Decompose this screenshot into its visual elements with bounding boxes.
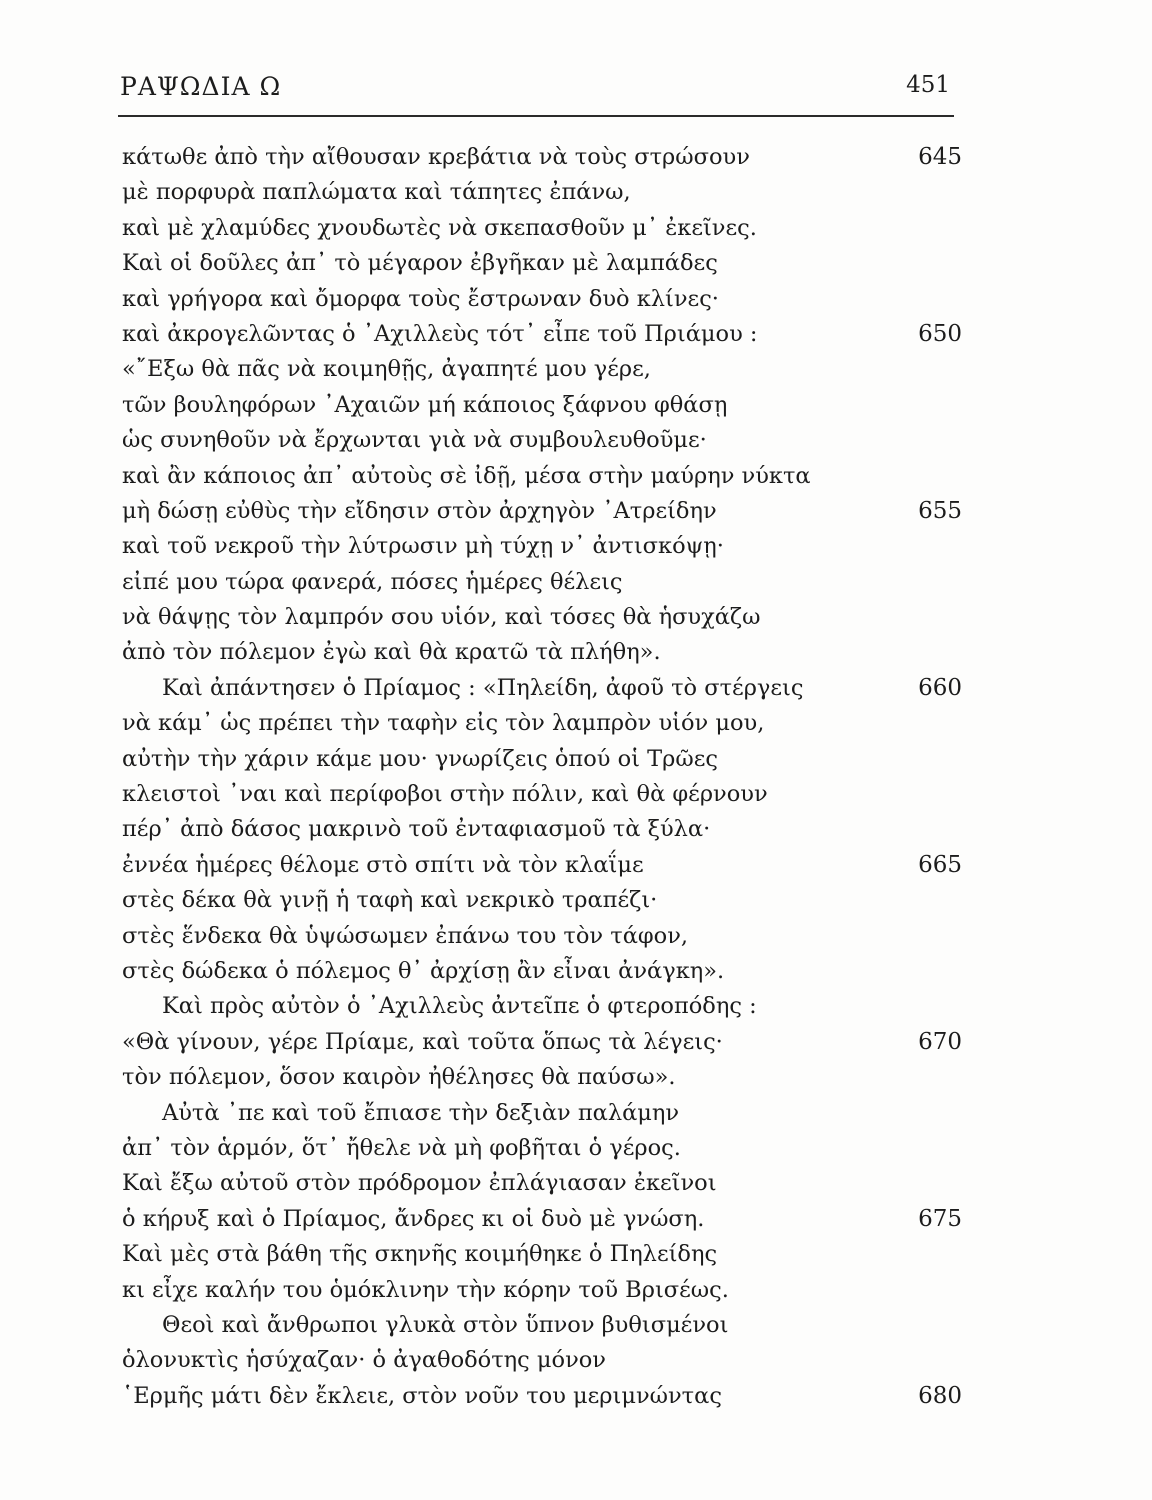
verse-line: [122, 1202, 962, 1237]
line-number: 675: [918, 1205, 962, 1232]
verse-line-text: στὲς ἕνδεκα θὰ ὑψώσωμεν ἐπάνω του τὸν τάφον,: [122, 922, 689, 949]
verse-line-text: καὶ γρήγορα καὶ ὄμορφα τοὺς ἔστρωναν δυὸ κλίνες·: [122, 285, 719, 312]
verse-line: [122, 494, 962, 529]
line-number: 660: [918, 674, 962, 701]
line-number: 655: [918, 497, 962, 524]
verse-line-text: «῎Εξω θὰ πᾶς νὰ κοιμηθῇς, ἀγαπητέ μου γέρε,: [122, 356, 651, 383]
verse-line: [122, 1308, 962, 1343]
line-number: 645: [918, 144, 962, 170]
verse-line: [122, 388, 962, 423]
verse-line: [122, 600, 962, 635]
verse-line-text: κάτωθε ἀπὸ τὴν αἴθουσαν κρεβάτια νὰ τοὺς στρώσουν: [122, 144, 750, 170]
verse-line-text: ἐννέα ἡμέρες θέλομε στὸ σπίτι νὰ τὸν κλαΐμε: [122, 851, 644, 878]
verse-line: [122, 1273, 962, 1308]
verse-line: [122, 1166, 962, 1201]
verse-line-text: τῶν βουληφόρων ᾽Αχαιῶν μή κάποιος ξάφνου φθάσῃ: [122, 391, 728, 418]
verse-line-text: Αὐτὰ ᾽πε καὶ τοῦ ἔπιασε τὴν δεξιὰν παλάμην: [162, 1099, 680, 1126]
verse-line-text: Καὶ οἱ δοῦλες ἀπ᾽ τὸ μέγαρον ἐβγῆκαν μὲ λαμπάδες: [122, 250, 718, 277]
line-number: 680: [918, 1382, 962, 1409]
verse-line-text: «Θὰ γίνουν, γέρε Πρίαμε, καὶ τοῦτα ὅπως τὰ λέγεις·: [122, 1028, 723, 1055]
verse-line: [122, 423, 962, 458]
running-header: [120, 72, 950, 108]
verse-line: [122, 954, 962, 989]
verse-line-text: ἀπ᾽ τὸν ἁρμόν, ὅτ᾽ ἤθελε νὰ μὴ φοβῆται ὁ γέρος.: [122, 1134, 681, 1161]
verse-line: [122, 1025, 962, 1060]
verse-line-text: νὰ θάψῃς τὸν λαμπρόν σου υἱόν, καὶ τόσες θὰ ἡσυχάζω: [122, 604, 761, 631]
line-number: 665: [918, 851, 962, 878]
verse-line-text: καὶ ἂν κάποιος ἀπ᾽ αὐτοὺς σὲ ἰδῇ, μέσα στὴν μαύρην νύκτα: [122, 462, 811, 489]
verse-line-text: κι εἶχε καλήν του ὁμόκλινην τὴν κόρην τοῦ Βρισέως.: [122, 1276, 729, 1303]
verse-line-text: μὴ δώσῃ εὐθὺς τὴν εἴδησιν στὸν ἀρχηγὸν ᾽Ατρείδην: [122, 497, 717, 524]
verse-line: [122, 989, 962, 1024]
verse-line: [122, 848, 962, 883]
verse-line: [122, 565, 962, 600]
verse-line-text: καὶ ἀκρογελῶντας ὁ ᾽Αχιλλεὺς τότ᾽ εἶπε τοῦ Πριάμου :: [122, 320, 758, 347]
line-number: 670: [918, 1028, 962, 1055]
verse-line-text: καὶ μὲ χλαμύδες χνουδωτὲς νὰ σκεπασθοῦν μ᾽ ἐκεῖνες.: [122, 214, 757, 241]
verse-line-text: Καὶ πρὸς αὐτὸν ὁ ᾽Αχιλλεὺς ἀντεῖπε ὁ φτεροπόδης :: [162, 993, 757, 1020]
verse-line: [122, 919, 962, 954]
verse-line: [122, 529, 962, 564]
verse-line: [122, 1343, 962, 1378]
verse-line-text: Καὶ ἀπάντησεν ὁ Πρίαμος : «Πηλείδη, ἀφοῦ τὸ στέργεις: [162, 674, 804, 701]
verse-line-text: τὸν πόλεμον, ὅσον καιρὸν ἠθέλησες θὰ παύσω».: [122, 1064, 676, 1091]
verse-line-text: Καὶ μὲς στὰ βάθη τῆς σκηνῆς κοιμήθηκε ὁ Πηλείδης: [122, 1241, 718, 1268]
verse-line: [122, 1096, 962, 1131]
verse-line: [122, 635, 962, 670]
verse-line-text: ὁ κήρυξ καὶ ὁ Πρίαμος, ἄνδρες κι οἱ δυὸ μὲ γνώση.: [122, 1205, 705, 1232]
verse-line: [122, 352, 962, 387]
verse-line-text: Θεοὶ καὶ ἄνθρωποι γλυκὰ στὸν ὕπνον βυθισμένοι: [162, 1311, 729, 1338]
verse-line-text: καὶ τοῦ νεκροῦ τὴν λύτρωσιν μὴ τύχῃ ν᾽ ἀντισκόψῃ·: [122, 533, 724, 560]
verse-block: [122, 140, 962, 1414]
verse-line-text: Καὶ ἔξω αὐτοῦ στὸν πρόδρομον ἐπλάγιασαν ἐκεῖνοι: [122, 1170, 717, 1197]
header-rule: [118, 115, 954, 117]
verse-line: [122, 812, 962, 847]
verse-line: [122, 317, 962, 352]
verse-line-text: ὡς συνηθοῦν νὰ ἔρχωνται γιὰ νὰ συμβουλευθοῦμε·: [122, 427, 707, 454]
verse-line: [122, 282, 962, 317]
verse-line-text: ἀπὸ τὸν πόλεμον ἐγὼ καὶ θὰ κρατῶ τὰ πλήθη».: [122, 639, 661, 666]
verse-line: [122, 1131, 962, 1166]
verse-line-text: ὁλονυκτὶς ἡσύχαζαν· ὁ ἀγαθοδότης μόνον: [122, 1347, 606, 1374]
verse-line-text: στὲς δώδεκα ὁ πόλεμος θ᾽ ἀρχίσῃ ἂν εἶναι ἀνάγκη».: [122, 957, 725, 984]
verse-line: [122, 706, 962, 741]
verse-line: [122, 246, 962, 281]
verse-line-text: κλειστοὶ ᾽ναι καὶ περίφοβοι στὴν πόλιν, καὶ θὰ φέρνουν: [122, 781, 768, 808]
verse-line: [122, 459, 962, 494]
verse-line: [122, 1379, 962, 1414]
line-number: 650: [918, 320, 962, 347]
verse-line: [122, 777, 962, 812]
verse-line: [122, 742, 962, 777]
verse-line: [122, 140, 962, 175]
verse-line: [122, 175, 962, 210]
verse-line: [122, 211, 962, 246]
verse-line-text: μὲ πορφυρὰ παπλώματα καὶ τάπητες ἐπάνω,: [122, 179, 631, 206]
verse-line: [122, 1237, 962, 1272]
verse-line-text: νὰ κάμ᾽ ὡς πρέπει τὴν ταφὴν εἰς τὸν λαμπρὸν υἱόν μου,: [122, 710, 765, 737]
verse-line-text: στὲς δέκα θὰ γινῇ ἡ ταφὴ καὶ νεκρικὸ τραπέζι·: [122, 887, 658, 914]
verse-line-text: εἰπέ μου τώρα φανερά, πόσες ἡμέρες θέλεις: [122, 568, 623, 595]
verse-line-text: ῾Ερμῆς μάτι δὲν ἔκλειε, στὸν νοῦν του μεριμνώντας: [122, 1382, 722, 1409]
verse-line-text: αὐτὴν τὴν χάριν κάμε μου· γνωρίζεις ὁπού οἱ Τρῶες: [122, 745, 718, 772]
verse-line: [122, 1060, 962, 1095]
chapter-title: ΡΑΨΩΔΙΑ Ω: [120, 72, 282, 101]
verse-line: [122, 671, 962, 706]
page-number: 451: [906, 72, 950, 98]
verse-line-text: πέρ᾽ ἀπὸ δάσος μακρινὸ τοῦ ἐνταφιασμοῦ τὰ ξύλα·: [122, 816, 711, 843]
verse-line: [122, 883, 962, 918]
